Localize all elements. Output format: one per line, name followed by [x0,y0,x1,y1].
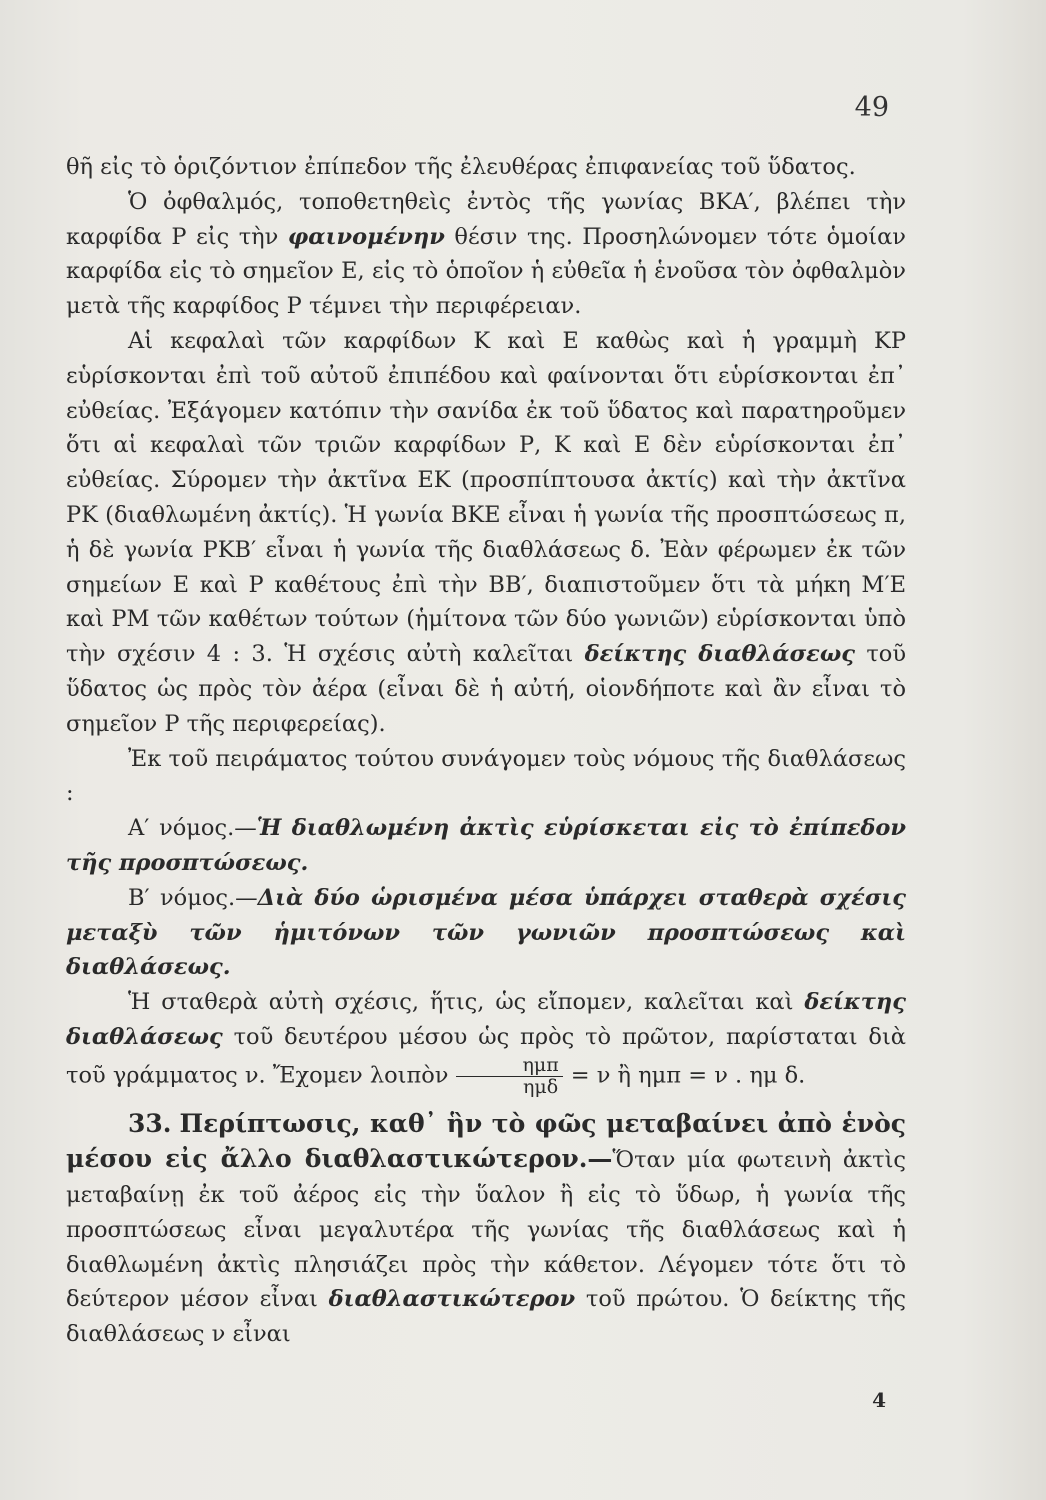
emphasis: δείκτης διαθλάσεως [584,641,855,668]
section-33 [66,1107,906,1353]
emphasis: φαινομένην [287,223,445,250]
text-run: τοῦ δευτέρου μέσου ὡς πρὸς τὸ πρῶτον, παρίσταται διὰ τοῦ γράμματος ν. Ἔχομεν λοιπὸν [66,1023,906,1089]
fraction-numerator: ημπ [456,1055,562,1077]
law-statement: Διὰ δύο ὡρισμένα μέσα ὑπάρχει σταθερὰ σχέσις μεταξὺ τῶν ἡμιτόνων τῶν γωνιῶν προσπτώσεως καὶ διαθλάσεως. [66,884,906,981]
law-statement: Ἡ διαθλωμένη ἀκτὶς εὑρίσκεται εἰς τὸ ἐπίπεδον τῆς προσπτώσεως. [66,815,907,876]
formula-fraction [456,1055,562,1098]
signature-mark: 4 [872,1388,886,1412]
paragraph [66,150,906,185]
text-run: τοῦ πρώτου. Ὁ δείκτης τῆς διαθλάσεως ν εἶναι [66,1286,907,1348]
text-run: Ὁ ὀφθαλμός, τοποθετηθεὶς ἐντὸς τῆς γωνίας ΒΚΑ′, βλέπει τὴν καρφίδα Ρ εἰς τὴν [66,188,906,250]
law-a [66,811,906,881]
page-number: 49 [854,92,889,123]
text-run: Αἱ κεφαλαὶ τῶν καρφίδων Κ καὶ Ε καθὼς καὶ ἡ γραμμὴ ΚΡ εὑρίσκονται ἐπὶ τοῦ αὐτοῦ ἐπιπέδου καὶ φαίνονται ὅτι εὑρίσκονται ἐπ᾿ εὐθείας. Ἐξάγομεν κατόπιν τὴν σανίδα ἐκ τοῦ ὕδατος καὶ παρατηροῦμεν ὅτι αἱ κεφαλαὶ τῶν τριῶν καρφίδων Ρ, Κ καὶ Ε δὲν εὑρίσκονται ἐπ᾿ εὐθείας. Σύρομεν τὴν ἀκτῖνα ΕΚ (προσπίπτουσα ἀκτίς) καὶ τὴν ἀκτῖνα ΡΚ (διαθλωμένη ἀκτίς). Ἡ γωνία ΒΚΕ εἶναι ἡ γωνία τῆς προσπτώσεως π, ἡ δὲ γωνία ΡΚΒ′ εἶναι ἡ γωνία τῆς διαθλάσεως δ. Ἐὰν φέρωμεν ἐκ τῶν σημείων Ε καὶ Ρ καθέτους ἐπὶ τὴν ΒΒ′, διαπιστοῦμεν ὅτι τὰ μήκη Μ′Ε καὶ ΡΜ τῶν καθέτων τούτων (ἡμίτονα τῶν δύο γωνιῶν) εὑρίσκονται ὑπὸ τὴν σχέσιν 4 : 3. Ἡ σχέσις αὐτὴ καλεῖται [66,327,906,668]
text-run: τοῦ ὕδατος ὡς πρὸς τὸν ἀέρα (εἶναι δὲ ἡ αὐτή, οἱονδήποτε καὶ ἂν εἶναι τὸ σημεῖον Ρ τῆς περιφερείας). [66,641,907,737]
text-run: Ἡ σταθερὰ αὐτὴ σχέσις, ἥτις, ὡς εἴπομεν, καλεῖται καὶ [128,989,794,1016]
formula: = ν ἢ ημπ = ν . ημ δ. [570,1062,806,1089]
paragraph [66,742,906,812]
fraction-denominator: ημδ [523,1075,559,1098]
text-run: Ἐκ τοῦ πειράματος τούτου συνάγομεν τοὺς νόμους τῆς διαθλάσεως : [66,745,906,807]
section-title: Περίπτωσις, καθ᾿ ἣν τὸ φῶς μεταβαίνει ἀπὸ ἑνὸς μέσου εἰς ἄλλο διαθλαστικώτερον.— [66,1108,906,1174]
body-text [66,150,906,1352]
law-label: Β′ νόμος.— [128,884,258,911]
emphasis: διαθλαστικώτερον [328,1286,576,1313]
paragraph [66,324,906,742]
text-run: θῆ εἰς τὸ ὁριζόντιον ἐπίπεδον τῆς ἐλευθέρας ἐπιφανείας τοῦ ὕδατος. [66,154,856,180]
section-number: 33. [128,1108,172,1138]
text-run: Ὅταν μία φωτεινὴ ἀκτὶς μεταβαίνῃ ἐκ τοῦ ἀέρος εἰς τὴν ὕαλον ἢ εἰς τὸ ὕδωρ, ἡ γωνία τῆς προσπτώσεως εἶναι μεγαλυτέρα τῆς γωνίας τῆς διαθλάσεως καὶ ἡ διαθλωμένη ἀκτὶς πλησιάζει πρὸς τὴν κάθετον. Λέγομεν τότε ὅτι τὸ δεύτερον μέσον εἶναι [66,1147,906,1313]
paragraph [66,985,906,1097]
law-b [66,881,906,985]
law-label: Α′ νόμος.— [128,815,257,842]
paragraph [66,185,906,324]
text-run: θέσιν της. Προσηλώνομεν τότε ὁμοίαν καρφίδα εἰς τὸ σημεῖον Ε, εἰς τὸ ὁποῖον ἡ εὐθεῖα ἡ ἑνοῦσα τὸν ὀφθαλμὸν μετὰ τῆς καρφίδος Ρ τέμνει τὴν περιφέρειαν. [66,223,906,320]
emphasis: δείκτης διαθλάσεως [66,989,906,1050]
